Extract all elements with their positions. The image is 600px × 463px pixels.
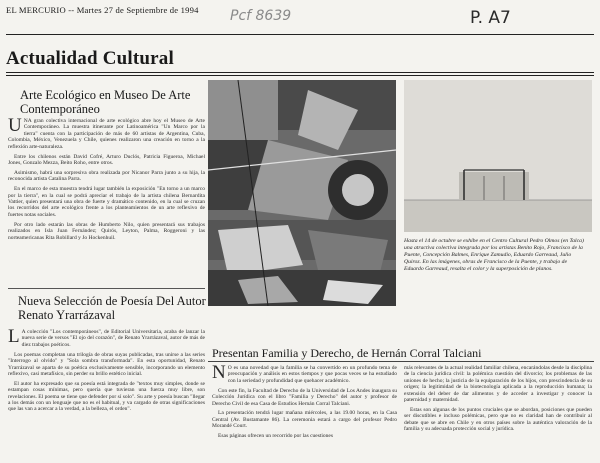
- article3-drop-cap: N: [212, 362, 226, 383]
- artwork-photo-collage: [208, 80, 396, 306]
- article2-title: Nueva Selección de Poesía Del Autor Renato Yrarrázaval: [18, 294, 206, 322]
- article3-paragraph: Con este fin, la Facultad de Derecho de la Universidad de Los Andes inaugura su Colección Jurídica con el libro "Familia y Derecho" del autor y profesor de Derecho Civil de esa Casa de Estudios Hernán Corral Talciani.: [212, 387, 397, 407]
- article1-paragraph: Entre los chilenos están David Cofré, Arturo Duclós, Patricia Figueroa, Michael Jones, Gonzalo Mezza, Beito Roho, entre otros.: [8, 153, 205, 166]
- section-rule: [6, 72, 594, 73]
- article1-paragraph: Por otro lado estarán las obras de Humberto Nilo, quien presentará sus trabajos realizados en Isla Juan Fernández; Quirós, Leyton, Palma, Roggeroni y las norteamericanas Rita Robillard y Jo Hockenhuil.: [8, 221, 205, 241]
- article3-column-2: [404, 365, 592, 436]
- article2-body: [8, 326, 205, 416]
- article1-paragraph: UNA gran colectiva internacional de arte ecológico abre hoy el Museo de Arte Contemporáneo. La muestra itinerante por Latinoamérica "Un Marco por la tierra" cuenta con la participación de más de 60 artistas de Argentina, Cuba, Colombia, México, Venezuela y Chile, quienes realizaron una creación en torno a la reflexión arte-naturaleza.: [8, 115, 205, 150]
- masthead: EL MERCURIO -- Martes 27 de Septiembre de 1994: [6, 5, 199, 15]
- article2-paragraph: Los poemas completan una trilogía de obras suyas publicadas, tras unirse a las series "Interrogo al olvido" y "Sola sombra transformada". En esta oportunidad, Renato Yrarrázaval se aparta de su poética exclusivamente sensible, incorporando un elemento reflexivo, casi metafísico, sin perder su brillo estético inicial.: [8, 351, 205, 377]
- handwritten-annotation-left: Pcf 8639: [230, 8, 292, 24]
- handwritten-annotation-right: P. A7: [470, 8, 511, 28]
- article3-rule: [208, 361, 594, 362]
- article2-paragraph: L A colección "Los contemporáneos", de Editorial Universitaria, acaba de lanzar la nueva serie de versos "El ojo del corazón", de Renato Yrarrázaval, autor de más de diez trabajos poéticos.: [8, 326, 205, 348]
- article3-paragraph: más relevantes de la actual realidad familiar chilena, encarándolas desde la disciplina de la ciencia jurídica civil: la polémica cuestión del divorcio; los problemas de las uniones de hecho; la justicia de la equiparación de los hijos, con prescindencia de su origen; la legitimidad de la biotecnología aplicada a la reproducción humana; la extensión del deber de dar alimentos y de acceder a investigar y conocer la paternidad y maternidad.: [404, 365, 592, 404]
- article3-title: Presentan Familia y Derecho, de Hernán Corral Talciani: [212, 346, 482, 360]
- article1-title: Arte Ecológico en Museo De Arte Contemporáneo: [20, 88, 191, 116]
- article1-drop-cap: U: [8, 115, 22, 136]
- article3-paragraph: La presentación tendrá lugar mañana miércoles, a las 19.00 horas, en la Casa Central (Av. Bustamante 86). La ceremonia estará a cargo del profesor Pedro Morandé Court.: [212, 410, 397, 430]
- article3-paragraph: Estas son algunas de los puntos cruciales que se abordan, posiciones que pueden ser discutibles e incluso polémicas, pero que no es claridad han de contribuir al debate que se abre en Chile y en otros países sobre la auténtica valoración de la familia y su adecuada protección social y jurídica.: [404, 406, 592, 433]
- article1-paragraph: En el marco de esta muestra tendrá lugar también la exposición "En torno a un marco por la tierra", en la cual se podrá apreciar el trabajo de la artista chilena Bernardita Vattier, quien presentará una obra de fuerte y dramático contenido, en la cual se cruzan los recorridos del arte ecológico frente a los planteamientos de un arte reflexivo de fuertes notas sociales.: [8, 186, 205, 218]
- section-title: Actualidad Cultural: [6, 48, 174, 69]
- article1-paragraph: Asimismo, habrá una sorpresiva obra realizada por Nicanor Parra junto a su hija, la reconocida artista Catalina Parra.: [8, 169, 205, 183]
- article1-body: [8, 115, 205, 244]
- top-rule: [6, 34, 594, 35]
- section-rule-thin: [6, 75, 594, 76]
- article3-paragraph: N O es una novedad que la familia se ha convertido en un profundo tema de preocupación y análisis en estos tiempos y que pocas veces se ha estudiado con la seriedad y profundidad que quehacer académico.: [212, 362, 397, 384]
- article3-column-1: [212, 362, 397, 443]
- artwork-photo-landscape: [404, 80, 592, 232]
- article-divider: [8, 288, 205, 289]
- article2-drop-cap: L: [8, 326, 20, 347]
- photo-caption: Hasta el 14 de octubre se exhibe en el Centro Cultural Pedro Olmos (en Talca) una atractiva colectiva integrada por los artistas Benito Rojo, Francisco de la Puente, Concepción Balmes, Enrique Zamudio, Eduardo Garreaud, Julio Quiroz. En las imágenes, obras de Francisco de la Puente, y trabajo de Eduardo Garreaud, resalta el color y la superposición de planos.: [404, 238, 584, 272]
- article3-paragraph: Esas páginas ofrecen un recorrido por las cuestiones: [218, 433, 334, 440]
- article2-paragraph: El autor ha expresado que su poesía está integrada de "textos muy simples, donde se estampan cosas mínimas, pero quería que tuvieran una fuerza muy libre, son revelaciones. El poema se tiene que defender por sí solo". Su arte y poesía buscan "llegar a los demás con un lenguaje que no es el habitual, y va cargado de otras significaciones que las van a acercar a la verdad, a la belleza, el orden".: [8, 380, 205, 413]
